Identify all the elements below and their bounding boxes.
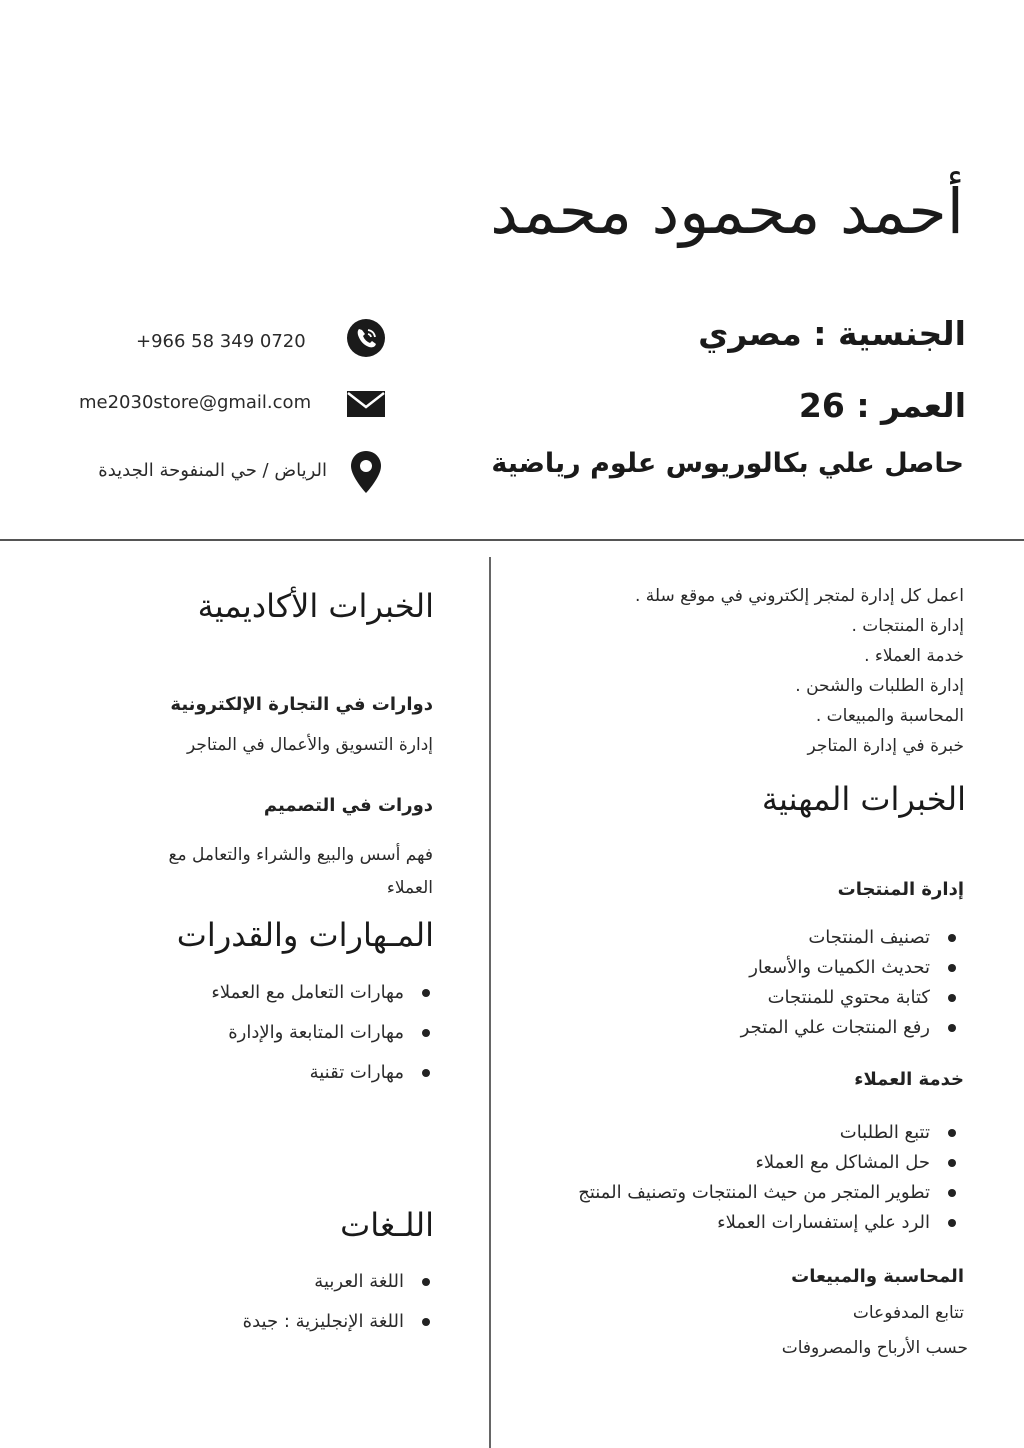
summary-line: إدارة المنتجات . bbox=[851, 616, 964, 636]
course-description-line: فهم أسس والبيع والشراء والتعامل مع bbox=[168, 845, 433, 865]
skills-heading: المـهارات والقدرات bbox=[176, 916, 434, 954]
list-item: اللغة الإنجليزية : جيدة bbox=[243, 1302, 432, 1342]
summary bbox=[635, 581, 964, 761]
envelope-icon bbox=[344, 382, 388, 426]
degree: حاصل علي بكالوريوس علوم رياضية bbox=[491, 448, 964, 479]
summary-line: المحاسبة والمبيعات . bbox=[815, 706, 964, 726]
professional-experience-heading: الخبرات المهنية bbox=[761, 780, 966, 818]
phone-number[interactable]: +966 58 349 0720 bbox=[136, 331, 306, 352]
summary-line: خبرة في إدارة المتاجر bbox=[807, 736, 964, 756]
phone-icon bbox=[344, 316, 388, 360]
list-item: تصنيف المنتجات bbox=[741, 923, 958, 953]
list-item: اللغة العربية bbox=[243, 1262, 432, 1302]
summary-line: إدارة الطلبات والشحن . bbox=[795, 676, 964, 696]
summary-line: خدمة العملاء . bbox=[864, 646, 964, 666]
vertical-divider bbox=[489, 557, 491, 1448]
list-item: الرد علي إستفسارات العملاء bbox=[578, 1208, 958, 1238]
horizontal-divider bbox=[0, 539, 1024, 541]
product-management-list bbox=[741, 923, 958, 1043]
accounting-sales-heading: المحاسبة والمبيعات bbox=[791, 1266, 964, 1287]
location-pin-icon bbox=[344, 450, 388, 494]
candidate-name: أحمد محمود محمد bbox=[490, 175, 964, 248]
list-item: تحديث الكميات والأسعار bbox=[741, 953, 958, 983]
languages-heading: اللـغات bbox=[340, 1206, 434, 1244]
email-address[interactable]: me2030store@gmail.com bbox=[79, 392, 312, 413]
academic-experience-heading: الخبرات الأكاديمية bbox=[197, 587, 434, 625]
languages-list bbox=[243, 1262, 432, 1342]
customer-service-heading: خدمة العملاء bbox=[854, 1069, 964, 1090]
list-item: مهارات تقنية bbox=[211, 1053, 432, 1093]
list-item: رفع المنتجات علي المتجر bbox=[741, 1013, 958, 1043]
list-item: تطوير المتجر من حيث المنتجات وتصنيف المنتج bbox=[578, 1178, 958, 1208]
summary-line: اعمل كل إدارة لمتجر إلكتروني في موقع سلة . bbox=[634, 586, 964, 606]
nationality: الجنسية : مصري bbox=[698, 314, 966, 353]
skills-list bbox=[211, 973, 432, 1093]
accounting-line: حسب الأرباح والمصروفات bbox=[781, 1338, 968, 1358]
customer-service-list bbox=[578, 1118, 958, 1238]
list-item: تتبع الطلبات bbox=[578, 1118, 958, 1148]
list-item: كتابة محتوي للمنتجات bbox=[741, 983, 958, 1013]
list-item: حل المشاكل مع العملاء bbox=[578, 1148, 958, 1178]
course-description-line: العملاء bbox=[386, 878, 433, 898]
age: العمر : 26 bbox=[798, 386, 966, 425]
accounting-line: تتابع المدفوعات bbox=[852, 1303, 964, 1323]
product-management-heading: إدارة المنتجات bbox=[837, 879, 964, 900]
location: الرياض / حي المنفوحة الجديدة bbox=[98, 460, 327, 481]
list-item: مهارات المتابعة والإدارة bbox=[211, 1013, 432, 1053]
course-description: إدارة التسويق والأعمال في المتاجر bbox=[187, 735, 433, 755]
course-title: دوارات في التجارة الإلكترونية bbox=[170, 694, 433, 715]
course-title: دورات في التصميم bbox=[263, 795, 433, 816]
course-description bbox=[169, 839, 434, 905]
list-item: مهارات التعامل مع العملاء bbox=[211, 973, 432, 1013]
